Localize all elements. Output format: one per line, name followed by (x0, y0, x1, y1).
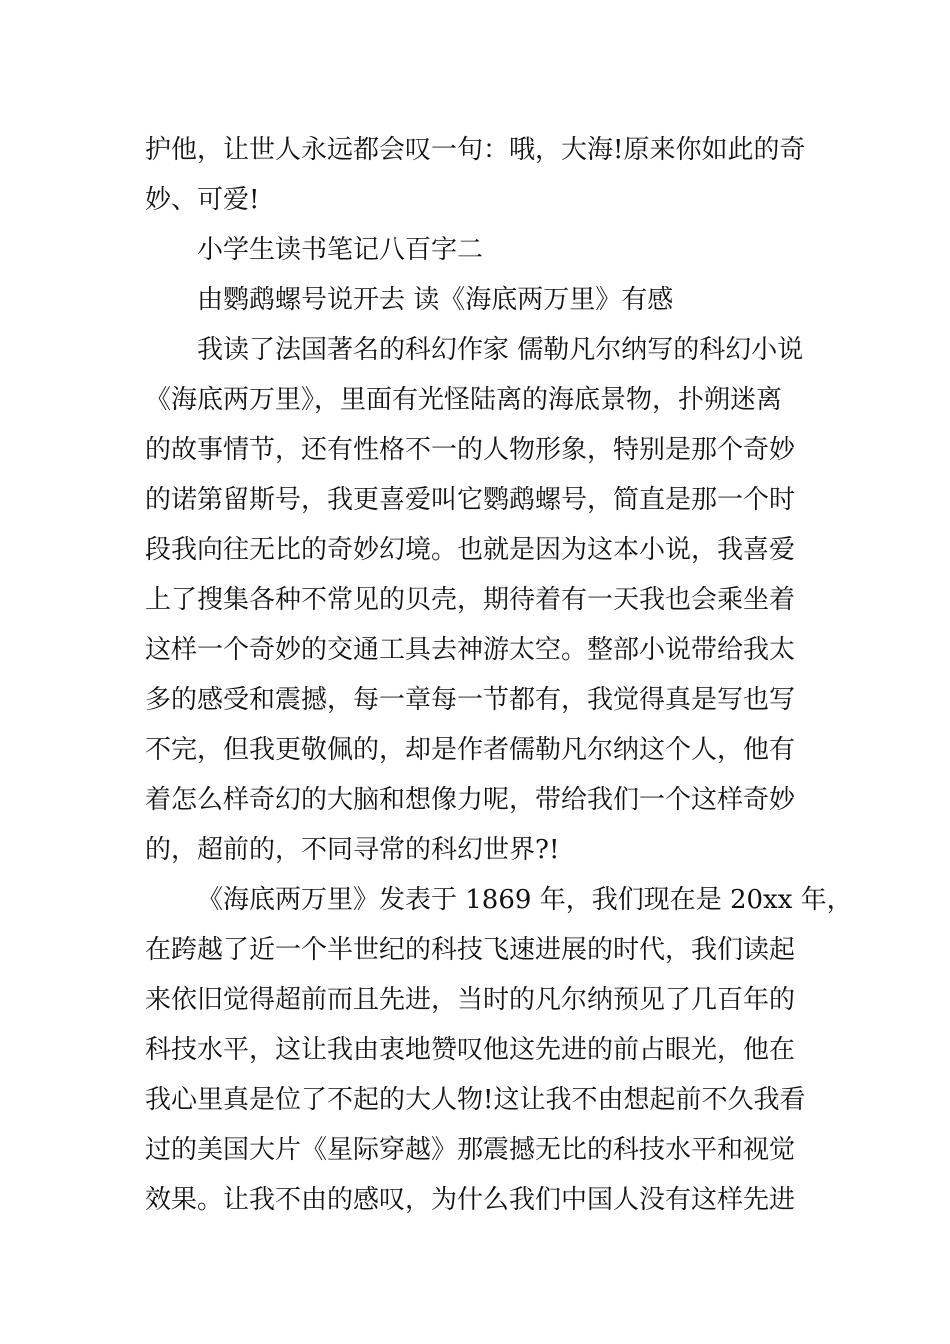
text-line: 过的美国大片《星际穿越》那震撼无比的科技水平和视觉 (145, 1135, 796, 1165)
text-line: 不完，但我更敬佩的，却是作者儒勒凡尔纳这个人，他有 (145, 735, 796, 765)
text-line: 这样一个奇妙的交通工具去神游太空。整部小说带给我太 (145, 635, 796, 665)
text-line: 的故事情节，还有性格不一的人物形象，特别是那个奇妙 (145, 435, 796, 465)
article-title: 由鹦鹉螺号说开去 读《海底两万里》有感 (197, 285, 674, 315)
text-line: 在跨越了近一个半世纪的科技飞速进展的时代，我们读起 (145, 935, 796, 965)
text-line: 着怎么样奇幻的大脑和想像力呢，带给我们一个这样奇妙 (145, 785, 796, 815)
text-line: 多的感受和震撼，每一章每一节都有，我觉得真是写也写 (145, 685, 796, 715)
text-line: 《海底两万里》发表于 1869 年，我们现在是 20xx 年， (197, 885, 853, 915)
text-line: 的，超前的，不同寻常的科幻世界?! (145, 835, 560, 865)
text-line: 我心里真是位了不起的大人物!这让我不由想起前不久我看 (145, 1085, 806, 1115)
text-line: 段我向往无比的奇妙幻境。也就是因为这本小说，我喜爱 (145, 535, 796, 565)
text-line: 效果。让我不由的感叹，为什么我们中国人没有这样先进 (145, 1185, 796, 1215)
text-line: 的诺第留斯号，我更喜爱叫它鹦鹉螺号，简直是那一个时 (145, 485, 796, 515)
section-title: 小学生读书笔记八百字二 (197, 235, 484, 265)
text-line: 我读了法国著名的科幻作家 儒勒凡尔纳写的科幻小说 (197, 335, 804, 365)
text-line: 科技水平，这让我由衷地赞叹他这先进的前占眼光，他在 (145, 1035, 796, 1065)
text-line: 上了搜集各种不常见的贝壳，期待着有一天我也会乘坐着 (145, 585, 796, 615)
text-line: 妙、可爱! (145, 185, 260, 215)
text-line: 来依旧觉得超前而且先进，当时的凡尔纳预见了几百年的 (145, 985, 796, 1015)
text-line: 《海底两万里》，里面有光怪陆离的海底景物，扑朔迷离 (145, 385, 783, 415)
text-line: 护他，让世人永远都会叹一句：哦，大海!原来你如此的奇 (145, 135, 806, 165)
